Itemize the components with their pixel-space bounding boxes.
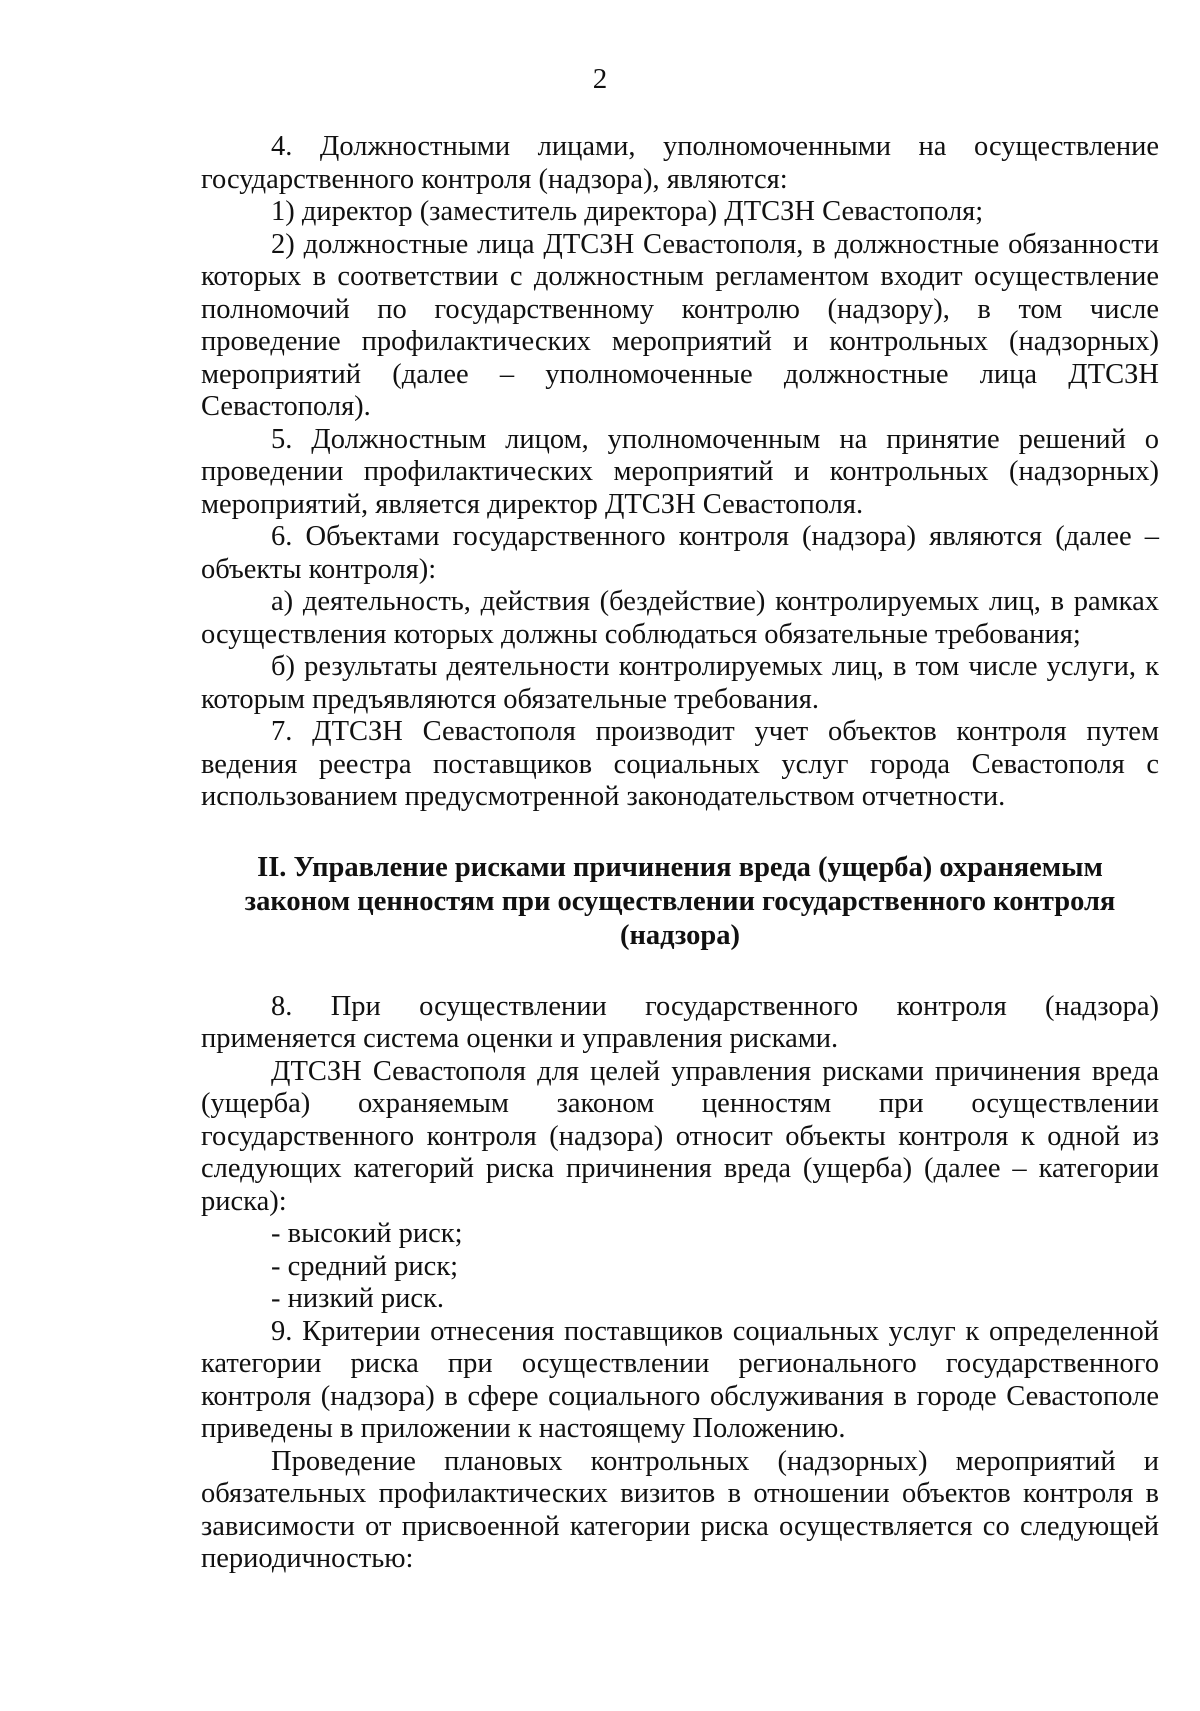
paragraph-item-9: 9. Критерии отнесения поставщиков социальных услуг к определенной категории риска при осуществлении регионального государственного контроля (надзора) в сфере социального обслуживания в городе Севастополе приведены в приложении к настоящему Положению.	[201, 1315, 1159, 1444]
page-number: 2	[592, 63, 608, 95]
section-body	[201, 991, 1159, 1576]
paragraph-item-4-2: 2) должностные лица ДТСЗН Севастополя, в должностные обязанности которых в соответствии с должностным регламентом входит осуществление полномочий по государственному контролю (надзору), в том числе проведение профилактических мероприятий и контрольных (надзорных) мероприятий (далее – уполномоченные должностные лица ДТСЗН Севастополя).	[201, 228, 1159, 422]
paragraph-risk-categories: ДТСЗН Севастополя для целей управления рисками причинения вреда (ущерба) охраняемым законом ценностям при осуществлении государственного контроля (надзора) относит объекты контроля к одной из следующих категорий риска причинения вреда (ущерба) (далее – категории риска):	[201, 1055, 1159, 1217]
paragraph-item-6: 6. Объектами государственного контроля (надзора) являются (далее – объекты контроля):	[201, 521, 1159, 585]
paragraph-item-8: 8. При осуществлении государственного контроля (надзора) применяется система оценки и управления рисками.	[201, 990, 1159, 1054]
list-item-medium-risk: - средний риск;	[271, 1250, 459, 1282]
section-heading: II. Управление рисками причинения вреда (ущерба) охраняемым законом ценностям при осуществлении государственного контроля (надзора)	[244, 851, 1116, 951]
paragraph-item-4: 4. Должностными лицами, уполномоченными на осуществление государственного контроля (надзора), являются:	[201, 131, 1159, 195]
list-item-low-risk: - низкий риск.	[271, 1283, 444, 1314]
paragraph-periodicity: Проведение плановых контрольных (надзорных) мероприятий и обязательных профилактических визитов в отношении объектов контроля в зависимости от присвоенной категории риска осуществляется со следующей периодичностью:	[201, 1445, 1159, 1574]
paragraph-item-7: 7. ДТСЗН Севастополя производит учет объектов контроля путем ведения реестра поставщиков социальных услуг города Севастополя с использованием предусмотренной законодательством отчетности.	[201, 716, 1159, 812]
paragraph-item-6-a: а) деятельность, действия (бездействие) контролируемых лиц, в рамках осуществления которых должны соблюдаться обязательные требования;	[201, 586, 1159, 650]
document-body	[201, 131, 1159, 1576]
list-item-high-risk: - высокий риск;	[271, 1218, 463, 1249]
paragraph-item-4-1: 1) директор (заместитель директора) ДТСЗН Севастополя;	[271, 196, 984, 227]
paragraph-item-5: 5. Должностным лицом, уполномоченным на принятие решений о проведении профилактических мероприятий и контрольных (надзорных) мероприятий, является директор ДТСЗН Севастополя.	[201, 423, 1159, 520]
paragraph-item-6-b: б) результаты деятельности контролируемых лиц, в том числе услуги, к которым предъявляются обязательные требования.	[201, 651, 1159, 715]
